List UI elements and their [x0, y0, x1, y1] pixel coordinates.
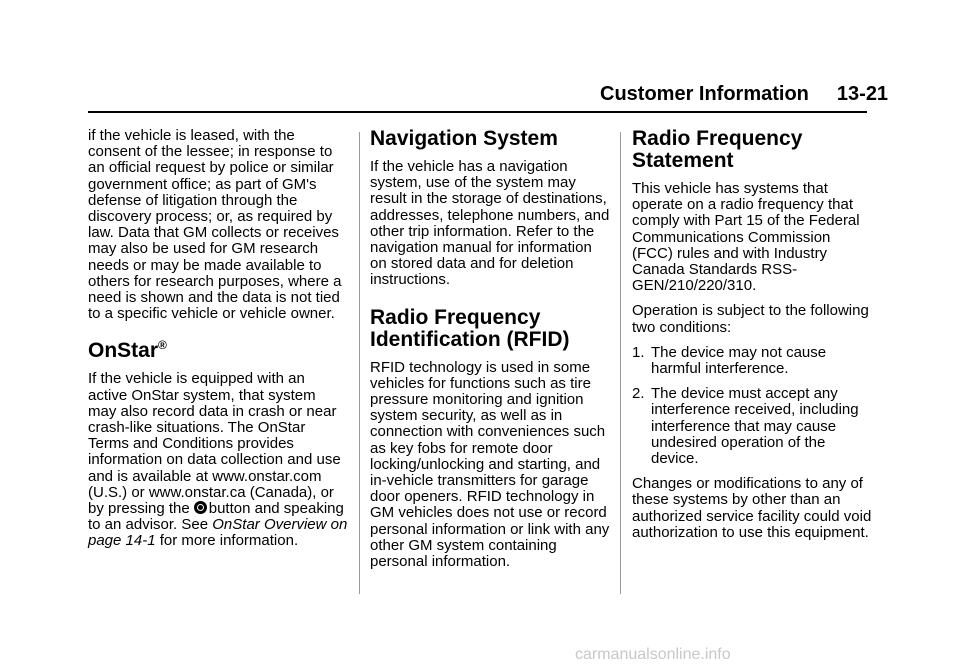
- page-header: [600, 82, 888, 106]
- onstar-overview-link[interactable]: OnStar Overview on page 14-1: [88, 516, 348, 550]
- conditions-list: [632, 345, 872, 467]
- list-text: The device may not cause harmful interference.: [651, 343, 827, 378]
- list-text: The device must accept any interference received, including interference that may cause undesired operation of the device.: [651, 385, 859, 468]
- paragraph-rfid: RFID technology is used in some vehicles for functions such as tire pressure monitoring and ignition system security, as well as in connection with conveniences such as key fobs for remote door locking/unlocking and starting, and in-vehicle transmitters for garage door openers. RFID technology in GM vehicles does not use or record personal information or link with any other GM system containing personal information.: [370, 358, 610, 571]
- onstar-button-icon: [194, 501, 207, 514]
- onstar-text-2: button and speaking to an advisor. See: [88, 500, 344, 534]
- column-3: [632, 128, 872, 550]
- registered-mark: ®: [158, 338, 167, 353]
- list-item: [632, 386, 872, 467]
- column-1: [88, 128, 348, 559]
- radio-frequency-heading: Radio Frequency Statement: [632, 127, 803, 172]
- page-number: 13-21: [836, 83, 889, 105]
- section-title: Customer Information: [600, 83, 809, 105]
- onstar-heading: [88, 340, 348, 362]
- paragraph-onstar: [88, 371, 348, 549]
- header-rule: [88, 111, 867, 113]
- column-2: [370, 128, 610, 579]
- list-number: 1.: [632, 343, 645, 361]
- column-divider-2: [620, 132, 621, 594]
- rfid-heading: Radio Frequency Identification (RFID): [370, 305, 570, 351]
- list-number: 2.: [632, 385, 645, 403]
- paragraph-data-use: if the vehicle is leased, with the consent of the lessee; in response to an official request by police or similar government office; as part of GM's defense of litigation through the discovery process; or, as required by law. Data that GM collects or receives may also be used for GM research needs or may be made available to others for research purposes, where a need is shown and the data is not tied to a specific vehicle or vehicle owner.: [88, 127, 342, 323]
- paragraph-navigation: If the vehicle has a navigation system, use of the system may result in the storage of destinations, addresses, telephone numbers, and other trip information. Refer to the navigation manual for information on stored data and for deletion instructions.: [370, 158, 610, 289]
- list-item: [632, 345, 872, 377]
- onstar-text: If the vehicle is equipped with an active OnStar system, that system may also record data in crash or near crash-like situations. The OnStar Terms and Conditions provides information on data collection and use and is available at www.onstar.com (U.S.) or www.onstar.ca (Canada), or by pressing the: [88, 370, 341, 518]
- paragraph-modifications: Changes or modifications to any of these systems by other than an authorized service facility could void authorization to use this equipment.: [632, 475, 872, 541]
- column-divider-1: [359, 132, 360, 594]
- onstar-text-end: for more information.: [159, 532, 299, 550]
- onstar-heading-text: OnStar: [88, 339, 159, 363]
- watermark: carmanualsonline.info: [575, 646, 731, 663]
- paragraph-conditions-intro: Operation is subject to the following two conditions:: [632, 302, 869, 336]
- navigation-heading: Navigation System: [370, 127, 558, 150]
- paragraph-fcc: This vehicle has systems that operate on a radio frequency that comply with Part 15 of the Federal Communications Commission (FCC) rules and with Industry Canada Standards RSS-GEN/210/220/310.: [632, 180, 860, 295]
